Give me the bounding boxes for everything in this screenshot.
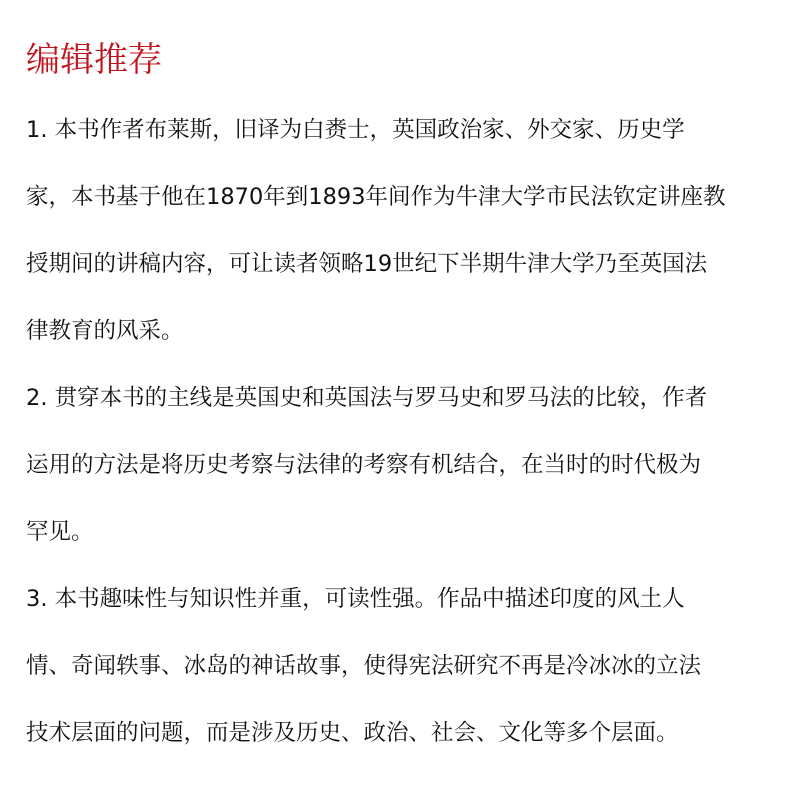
paragraph-line: 1. 本书作者布莱斯，旧译为白赉士，英国政治家、外交家、历史学 (26, 117, 685, 143)
paragraph-line: 技术层面的问题，而是涉及历史、政治、社会、文化等多个层面。 (26, 720, 679, 746)
paragraph-line: 授期间的讲稿内容，可让读者领略19世纪下半期牛津大学乃至英国法 (26, 251, 708, 277)
section-heading: 编辑推荐 (26, 40, 162, 80)
paragraph-line: 家，本书基于他在1870年到1893年间作为牛津大学市民法钦定讲座教 (26, 184, 726, 210)
paragraph-line: 律教育的风采。 (26, 318, 184, 344)
paragraph-3 (26, 574, 776, 775)
paragraph-line: 运用的方法是将历史考察与法律的考察有机结合，在当时的时代极为 (26, 452, 702, 478)
paragraph-line: 2. 贯穿本书的主线是英国史和英国法与罗马史和罗马法的比较，作者 (26, 385, 708, 411)
recommendation-content (26, 105, 776, 775)
paragraph-line: 情、奇闻轶事、冰岛的神话故事，使得宪法研究不再是冷冰冰的立法 (26, 653, 702, 679)
paragraph-2 (26, 373, 776, 574)
paragraph-1 (26, 105, 776, 373)
paragraph-line: 3. 本书趣味性与知识性并重，可读性强。作品中描述印度的风土人 (26, 586, 685, 612)
paragraph-line: 罕见。 (26, 519, 94, 545)
